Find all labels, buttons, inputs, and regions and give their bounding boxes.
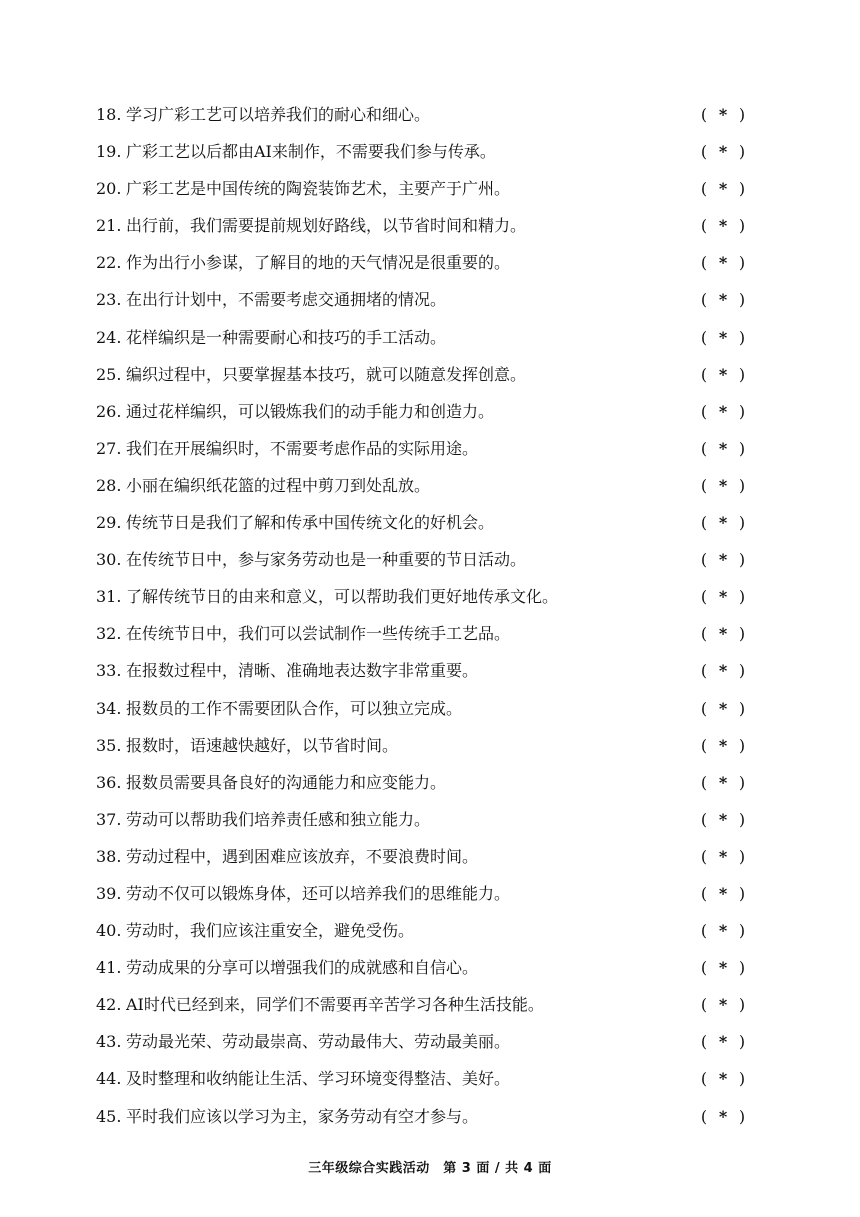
paren-close: ) (738, 772, 746, 792)
answer-mark: * (718, 772, 728, 792)
question-number: 32. (96, 624, 122, 644)
paren-open: ( (700, 958, 708, 978)
paren-open: ( (700, 698, 708, 718)
question-item (96, 764, 756, 801)
question-text: 劳动时，我们应该注重安全，避免受伤。 (126, 921, 415, 941)
answer-mark: * (718, 661, 728, 681)
question-number: 24. (96, 327, 122, 347)
question-item (96, 356, 756, 393)
answer-mark: * (718, 624, 728, 644)
paren-open: ( (700, 995, 708, 1015)
answer-box (694, 319, 752, 356)
answer-box (694, 801, 752, 838)
paren-open: ( (700, 364, 708, 384)
paren-close: ) (738, 513, 746, 533)
question-text: 劳动成果的分享可以增强我们的成就感和自信心。 (126, 958, 479, 978)
question-number: 43. (96, 1032, 122, 1052)
answer-box (694, 912, 752, 949)
answer-box (694, 207, 752, 244)
answer-mark: * (718, 438, 728, 458)
paren-open: ( (700, 1069, 708, 1089)
question-text: 劳动最光荣、劳动最崇高、劳动最伟大、劳动最美丽。 (126, 1032, 511, 1052)
question-number: 44. (96, 1069, 122, 1089)
answer-box (694, 244, 752, 281)
question-number: 36. (96, 772, 122, 792)
paren-close: ) (738, 475, 746, 495)
question-item (96, 393, 756, 430)
paren-open: ( (700, 735, 708, 755)
paren-close: ) (738, 142, 746, 162)
paren-open: ( (700, 179, 708, 199)
paren-close: ) (738, 846, 746, 866)
question-number: 21. (96, 216, 122, 236)
answer-mark: * (718, 105, 728, 124)
answer-box (694, 727, 752, 764)
question-text: 在传统节日中，我们可以尝试制作一些传统手工艺品。 (126, 624, 511, 644)
paren-open: ( (700, 401, 708, 421)
answer-mark: * (718, 883, 728, 903)
question-number: 18. (96, 105, 122, 124)
paren-close: ) (738, 1032, 746, 1052)
question-text: 劳动可以帮助我们培养责任感和独立能力。 (126, 809, 431, 829)
answer-mark: * (718, 364, 728, 384)
paren-close: ) (738, 1069, 746, 1089)
question-text: 在出行计划中，不需要考虑交通拥堵的情况。 (126, 290, 447, 310)
question-text: 在报数过程中，清晰、准确地表达数字非常重要。 (126, 661, 479, 681)
paren-close: ) (738, 290, 746, 310)
question-text: 广彩工艺以后都由AI来制作，不需要我们参与传承。 (126, 142, 496, 162)
question-item (96, 133, 756, 170)
answer-mark: * (718, 513, 728, 533)
answer-box (694, 986, 752, 1023)
question-number: 39. (96, 883, 122, 903)
paren-close: ) (738, 216, 746, 236)
answer-box (694, 652, 752, 689)
question-item (96, 727, 756, 764)
answer-mark: * (718, 401, 728, 421)
question-text: 及时整理和收纳能让生活、学习环境变得整洁、美好。 (126, 1069, 511, 1089)
answer-box (694, 96, 752, 133)
question-text: 编织过程中，只要掌握基本技巧，就可以随意发挥创意。 (126, 364, 527, 384)
page-footer: 三年级综合实践活动 第 3 面 / 共 4 面 (308, 1161, 552, 1176)
question-text: 平时我们应该以学习为主，家务劳动有空才参与。 (126, 1106, 479, 1126)
question-text: 报数时，语速越快越好，以节省时间。 (126, 735, 399, 755)
question-item (96, 875, 756, 912)
paren-close: ) (738, 921, 746, 941)
answer-mark: * (718, 327, 728, 347)
question-item (96, 467, 756, 504)
paren-open: ( (700, 142, 708, 162)
paren-open: ( (700, 1106, 708, 1126)
question-item (96, 281, 756, 318)
answer-mark: * (718, 698, 728, 718)
question-text: 传统节日是我们了解和传承中国传统文化的好机会。 (126, 513, 495, 533)
answer-mark: * (718, 846, 728, 866)
answer-box (694, 764, 752, 801)
answer-mark: * (718, 216, 728, 236)
question-text: 小丽在编织纸花篮的过程中剪刀到处乱放。 (126, 475, 431, 495)
paren-open: ( (700, 809, 708, 829)
paren-close: ) (738, 179, 746, 199)
question-number: 28. (96, 475, 122, 495)
paren-close: ) (738, 698, 746, 718)
question-number: 22. (96, 253, 122, 273)
question-number: 37. (96, 809, 122, 829)
question-text: 作为出行小参谋，了解目的地的天气情况是很重要的。 (126, 253, 511, 273)
answer-box (694, 133, 752, 170)
question-number: 34. (96, 698, 122, 718)
question-item (96, 838, 756, 875)
answer-mark: * (718, 179, 728, 199)
answer-box (694, 1023, 752, 1060)
question-item (96, 504, 756, 541)
paren-open: ( (700, 587, 708, 607)
answer-mark: * (718, 475, 728, 495)
question-item (96, 615, 756, 652)
question-number: 30. (96, 550, 122, 570)
paren-open: ( (700, 105, 708, 124)
paren-open: ( (700, 438, 708, 458)
paren-open: ( (700, 624, 708, 644)
answer-box (694, 430, 752, 467)
paren-close: ) (738, 364, 746, 384)
question-number: 42. (96, 995, 122, 1015)
answer-box (694, 949, 752, 986)
paren-close: ) (738, 735, 746, 755)
answer-box (694, 615, 752, 652)
question-number: 40. (96, 921, 122, 941)
paren-open: ( (700, 513, 708, 533)
paren-open: ( (700, 253, 708, 273)
paren-close: ) (738, 661, 746, 681)
paren-close: ) (738, 883, 746, 903)
paren-close: ) (738, 105, 746, 124)
question-item (96, 1023, 756, 1060)
question-item (96, 690, 756, 727)
answer-mark: * (718, 735, 728, 755)
paren-close: ) (738, 327, 746, 347)
paren-open: ( (700, 772, 708, 792)
question-number: 35. (96, 735, 122, 755)
question-item (96, 801, 756, 838)
question-number: 45. (96, 1106, 122, 1126)
question-number: 25. (96, 364, 122, 384)
question-item (96, 1060, 756, 1097)
answer-mark: * (718, 995, 728, 1015)
question-text: 在传统节日中，参与家务劳动也是一种重要的节日活动。 (126, 550, 527, 570)
answer-mark: * (718, 290, 728, 310)
paren-close: ) (738, 401, 746, 421)
paren-open: ( (700, 475, 708, 495)
question-item (96, 949, 756, 986)
paren-close: ) (738, 624, 746, 644)
question-number: 41. (96, 958, 122, 978)
question-text: AI时代已经到来，同学们不需要再辛苦学习各种生活技能。 (126, 995, 544, 1015)
question-item (96, 96, 756, 133)
question-item (96, 1098, 756, 1135)
answer-box (694, 1098, 752, 1135)
paren-open: ( (700, 661, 708, 681)
answer-mark: * (718, 550, 728, 570)
paren-open: ( (700, 327, 708, 347)
answer-box (694, 690, 752, 727)
question-number: 31. (96, 587, 122, 607)
paren-close: ) (738, 253, 746, 273)
question-text: 了解传统节日的由来和意义，可以帮助我们更好地传承文化。 (126, 587, 559, 607)
question-item (96, 430, 756, 467)
answer-mark: * (718, 1069, 728, 1089)
paren-close: ) (738, 958, 746, 978)
question-item (96, 170, 756, 207)
question-item (96, 578, 756, 615)
paren-close: ) (738, 809, 746, 829)
paren-open: ( (700, 846, 708, 866)
question-text: 劳动不仅可以锻炼身体，还可以培养我们的思维能力。 (126, 883, 511, 903)
question-number: 38. (96, 846, 122, 866)
question-number: 23. (96, 290, 122, 310)
paren-close: ) (738, 587, 746, 607)
answer-mark: * (718, 809, 728, 829)
question-text: 报数员的工作不需要团队合作，可以独立完成。 (126, 698, 463, 718)
question-item (96, 207, 756, 244)
answer-box (694, 467, 752, 504)
answer-box (694, 541, 752, 578)
question-text: 通过花样编织，可以锻炼我们的动手能力和创造力。 (126, 401, 495, 421)
question-item (96, 319, 756, 356)
answer-box (694, 504, 752, 541)
answer-box (694, 356, 752, 393)
question-number: 20. (96, 179, 122, 199)
answer-mark: * (718, 587, 728, 607)
question-text: 广彩工艺是中国传统的陶瓷装饰艺术，主要产于广州。 (126, 179, 511, 199)
question-number: 26. (96, 401, 122, 421)
question-item (96, 912, 756, 949)
question-text: 学习广彩工艺可以培养我们的耐心和细心。 (126, 105, 431, 124)
answer-box (694, 578, 752, 615)
question-number: 27. (96, 438, 122, 458)
paren-open: ( (700, 290, 708, 310)
answer-box (694, 393, 752, 430)
question-number: 33. (96, 661, 122, 681)
answer-box (694, 281, 752, 318)
question-item (96, 541, 756, 578)
answer-mark: * (718, 1032, 728, 1052)
question-number: 29. (96, 513, 122, 533)
question-text: 我们在开展编织时，不需要考虑作品的实际用途。 (126, 438, 479, 458)
paren-open: ( (700, 921, 708, 941)
paren-close: ) (738, 438, 746, 458)
paren-close: ) (738, 550, 746, 570)
answer-box (694, 875, 752, 912)
answer-mark: * (718, 253, 728, 273)
question-text: 花样编织是一种需要耐心和技巧的手工活动。 (126, 327, 447, 347)
paren-close: ) (738, 1106, 746, 1126)
answer-box (694, 838, 752, 875)
question-list (96, 96, 756, 1135)
paren-open: ( (700, 216, 708, 236)
question-number: 19. (96, 142, 122, 162)
question-text: 出行前，我们需要提前规划好路线，以节省时间和精力。 (126, 216, 527, 236)
question-item (96, 986, 756, 1023)
paren-close: ) (738, 995, 746, 1015)
answer-mark: * (718, 1106, 728, 1126)
question-item (96, 652, 756, 689)
answer-mark: * (718, 921, 728, 941)
answer-mark: * (718, 142, 728, 162)
paren-open: ( (700, 883, 708, 903)
paren-open: ( (700, 1032, 708, 1052)
question-text: 劳动过程中，遇到困难应该放弃，不要浪费时间。 (126, 846, 479, 866)
question-text: 报数员需要具备良好的沟通能力和应变能力。 (126, 772, 447, 792)
answer-mark: * (718, 958, 728, 978)
question-item (96, 244, 756, 281)
paren-open: ( (700, 550, 708, 570)
answer-box (694, 1060, 752, 1097)
answer-box (694, 170, 752, 207)
